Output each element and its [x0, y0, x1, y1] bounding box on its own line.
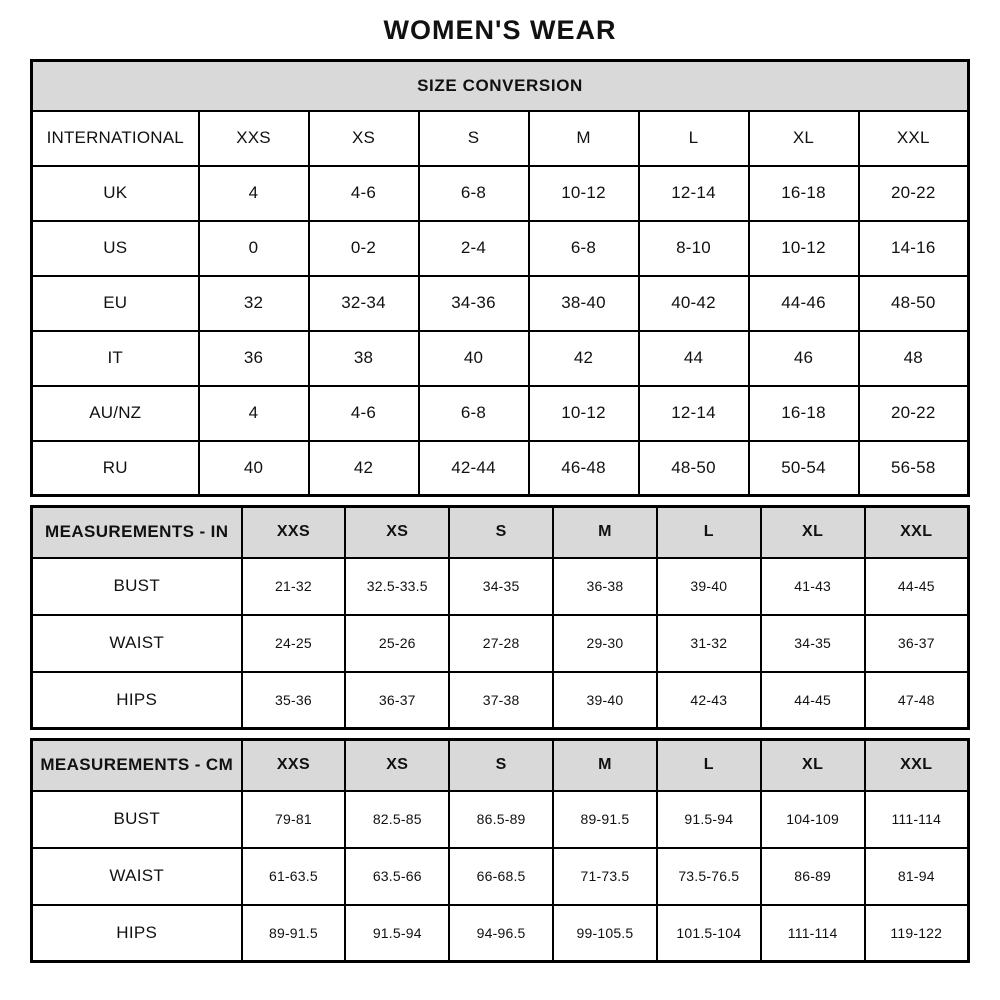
size-column-header: L	[657, 507, 761, 558]
value-cell: 4-6	[309, 166, 419, 221]
value-cell: 36-37	[345, 672, 449, 729]
row-label: BUST	[32, 558, 242, 615]
value-cell: 47-48	[865, 672, 969, 729]
size-conversion-table	[30, 59, 970, 497]
value-cell: 63.5-66	[345, 848, 449, 905]
value-cell: 37-38	[449, 672, 553, 729]
value-cell: 36	[199, 331, 309, 386]
value-cell: 34-36	[419, 276, 529, 331]
value-cell: 31-32	[657, 615, 761, 672]
size-column-header: L	[657, 740, 761, 791]
value-cell: 44-45	[865, 558, 969, 615]
value-cell: 20-22	[859, 386, 969, 441]
row-label: EU	[32, 276, 199, 331]
value-cell: 34-35	[761, 615, 865, 672]
value-cell: 119-122	[865, 905, 969, 962]
value-cell: 40	[199, 441, 309, 496]
row-label: UK	[32, 166, 199, 221]
size-conversion-banner: SIZE CONVERSION	[32, 61, 969, 111]
value-cell: 6-8	[419, 166, 529, 221]
size-column-header: M	[553, 740, 657, 791]
value-cell: 104-109	[761, 791, 865, 848]
value-cell: 61-63.5	[242, 848, 346, 905]
table-row	[32, 672, 969, 729]
row-label: HIPS	[32, 905, 242, 962]
value-cell: 48-50	[639, 441, 749, 496]
value-cell: 16-18	[749, 386, 859, 441]
size-column-header: XXS	[242, 740, 346, 791]
row-label: IT	[32, 331, 199, 386]
corner-header: MEASUREMENTS - CM	[32, 740, 242, 791]
value-cell: 0	[199, 221, 309, 276]
value-cell: 50-54	[749, 441, 859, 496]
size-column-header: XL	[749, 111, 859, 166]
value-cell: 94-96.5	[449, 905, 553, 962]
row-label: WAIST	[32, 615, 242, 672]
value-cell: 12-14	[639, 166, 749, 221]
value-cell: 99-105.5	[553, 905, 657, 962]
value-cell: 36-37	[865, 615, 969, 672]
value-cell: 27-28	[449, 615, 553, 672]
size-column-header: XL	[761, 740, 865, 791]
corner-header: MEASUREMENTS - IN	[32, 507, 242, 558]
row-label: BUST	[32, 791, 242, 848]
value-cell: 21-32	[242, 558, 346, 615]
size-conversion-body	[32, 166, 969, 496]
measurements-cm-body	[32, 791, 969, 962]
size-column-header: XXL	[865, 740, 969, 791]
row-label: HIPS	[32, 672, 242, 729]
value-cell: 35-36	[242, 672, 346, 729]
value-cell: 36-38	[553, 558, 657, 615]
value-cell: 48	[859, 331, 969, 386]
value-cell: 4	[199, 386, 309, 441]
value-cell: 56-58	[859, 441, 969, 496]
value-cell: 25-26	[345, 615, 449, 672]
value-cell: 89-91.5	[242, 905, 346, 962]
column-header-row	[32, 507, 969, 558]
value-cell: 0-2	[309, 221, 419, 276]
value-cell: 10-12	[749, 221, 859, 276]
size-column-header: M	[553, 507, 657, 558]
value-cell: 46-48	[529, 441, 639, 496]
value-cell: 48-50	[859, 276, 969, 331]
table-row	[32, 848, 969, 905]
value-cell: 40	[419, 331, 529, 386]
row-label: AU/NZ	[32, 386, 199, 441]
value-cell: 32	[199, 276, 309, 331]
row-label: RU	[32, 441, 199, 496]
value-cell: 39-40	[553, 672, 657, 729]
row-label: WAIST	[32, 848, 242, 905]
value-cell: 29-30	[553, 615, 657, 672]
value-cell: 42	[529, 331, 639, 386]
table-row	[32, 558, 969, 615]
table-row	[32, 615, 969, 672]
corner-header: INTERNATIONAL	[32, 111, 199, 166]
value-cell: 34-35	[449, 558, 553, 615]
table-row	[32, 905, 969, 962]
value-cell: 32-34	[309, 276, 419, 331]
size-column-header: S	[449, 740, 553, 791]
value-cell: 82.5-85	[345, 791, 449, 848]
size-column-header: M	[529, 111, 639, 166]
value-cell: 8-10	[639, 221, 749, 276]
value-cell: 91.5-94	[345, 905, 449, 962]
size-column-header: XL	[761, 507, 865, 558]
table-row	[32, 441, 969, 496]
value-cell: 44	[639, 331, 749, 386]
value-cell: 12-14	[639, 386, 749, 441]
table-row	[32, 386, 969, 441]
banner-row	[32, 61, 969, 111]
table-row	[32, 166, 969, 221]
value-cell: 101.5-104	[657, 905, 761, 962]
value-cell: 42	[309, 441, 419, 496]
value-cell: 111-114	[865, 791, 969, 848]
value-cell: 38	[309, 331, 419, 386]
value-cell: 16-18	[749, 166, 859, 221]
measurements-cm-table	[30, 738, 970, 963]
value-cell: 86.5-89	[449, 791, 553, 848]
value-cell: 14-16	[859, 221, 969, 276]
value-cell: 44-46	[749, 276, 859, 331]
value-cell: 20-22	[859, 166, 969, 221]
column-header-row	[32, 111, 969, 166]
value-cell: 38-40	[529, 276, 639, 331]
column-header-row	[32, 740, 969, 791]
size-column-header: S	[449, 507, 553, 558]
value-cell: 4	[199, 166, 309, 221]
value-cell: 46	[749, 331, 859, 386]
size-column-header: XXS	[242, 507, 346, 558]
value-cell: 10-12	[529, 386, 639, 441]
table-row	[32, 331, 969, 386]
value-cell: 2-4	[419, 221, 529, 276]
value-cell: 39-40	[657, 558, 761, 615]
size-column-header: XXL	[859, 111, 969, 166]
page-title: WOMEN'S WEAR	[383, 15, 617, 45]
size-column-header: XXS	[199, 111, 309, 166]
value-cell: 6-8	[529, 221, 639, 276]
size-column-header: XS	[345, 740, 449, 791]
value-cell: 44-45	[761, 672, 865, 729]
measurements-in-table	[30, 505, 970, 730]
row-label: US	[32, 221, 199, 276]
value-cell: 42-44	[419, 441, 529, 496]
value-cell: 111-114	[761, 905, 865, 962]
value-cell: 4-6	[309, 386, 419, 441]
value-cell: 24-25	[242, 615, 346, 672]
value-cell: 89-91.5	[553, 791, 657, 848]
value-cell: 41-43	[761, 558, 865, 615]
value-cell: 32.5-33.5	[345, 558, 449, 615]
value-cell: 81-94	[865, 848, 969, 905]
table-row	[32, 276, 969, 331]
size-column-header: S	[419, 111, 529, 166]
value-cell: 6-8	[419, 386, 529, 441]
value-cell: 10-12	[529, 166, 639, 221]
value-cell: 71-73.5	[553, 848, 657, 905]
value-cell: 66-68.5	[449, 848, 553, 905]
size-column-header: L	[639, 111, 749, 166]
size-column-header: XS	[309, 111, 419, 166]
size-column-header: XXL	[865, 507, 969, 558]
measurements-in-body	[32, 558, 969, 729]
value-cell: 73.5-76.5	[657, 848, 761, 905]
table-row	[32, 221, 969, 276]
value-cell: 91.5-94	[657, 791, 761, 848]
value-cell: 40-42	[639, 276, 749, 331]
size-column-header: XS	[345, 507, 449, 558]
table-row	[32, 791, 969, 848]
value-cell: 79-81	[242, 791, 346, 848]
value-cell: 86-89	[761, 848, 865, 905]
value-cell: 42-43	[657, 672, 761, 729]
